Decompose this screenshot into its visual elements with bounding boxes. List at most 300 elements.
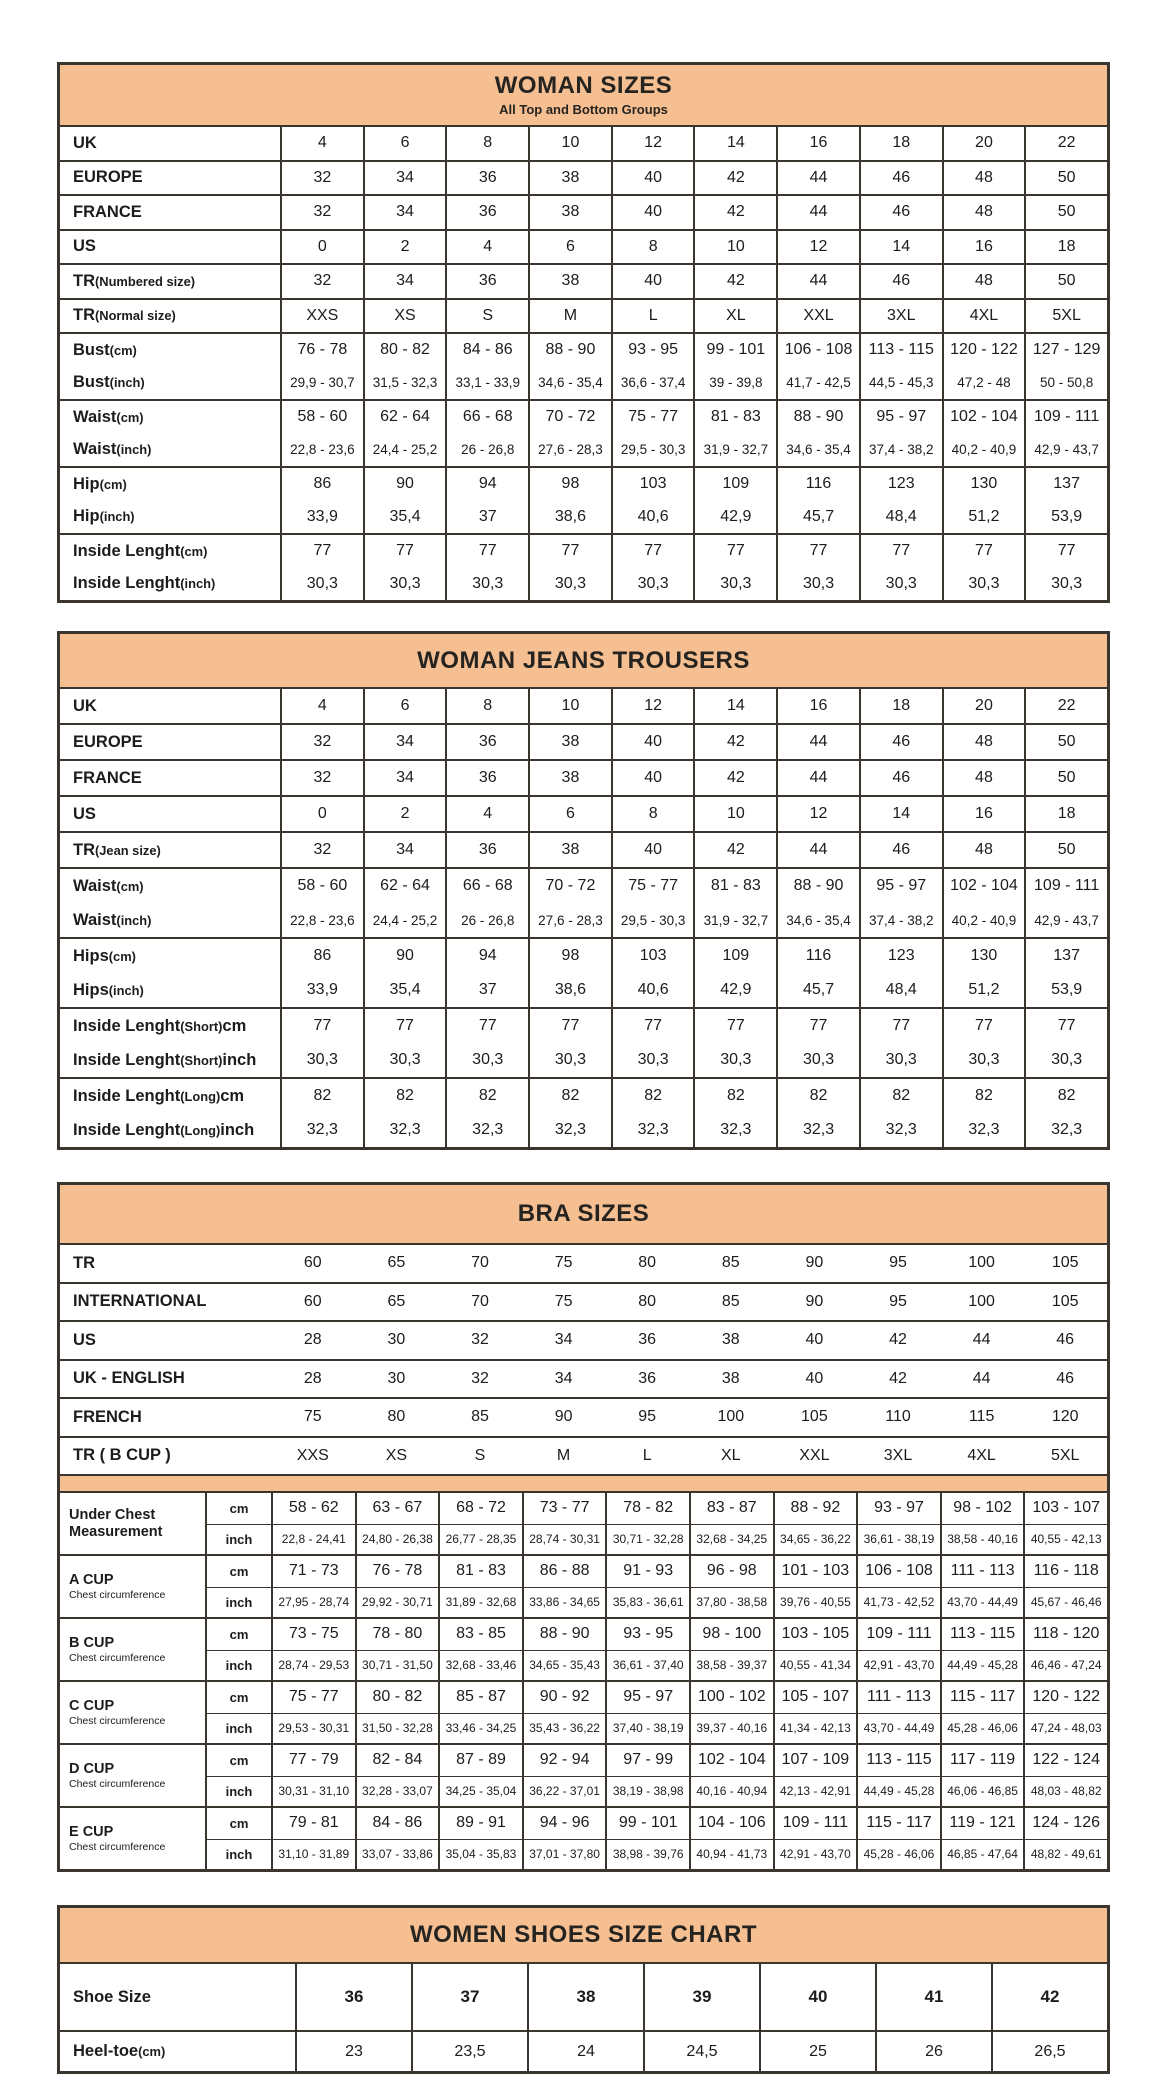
size-cell: 73 - 75 [271, 1619, 355, 1650]
size-cell: 40,2 - 40,9 [942, 434, 1025, 467]
size-cell: 98 [528, 939, 611, 973]
size-cell: 46 [859, 196, 942, 229]
row-label: FRENCH [73, 1407, 142, 1426]
row-group [60, 332, 1107, 399]
bra-sizes-table [57, 1182, 1110, 1872]
size-cell: 30,3 [942, 568, 1025, 601]
size-cell: 33,1 - 33,9 [445, 367, 528, 400]
size-cell: 39,76 - 40,55 [773, 1587, 857, 1618]
size-cell: 30,3 [776, 568, 859, 601]
size-cell: 105 [1051, 1254, 1079, 1272]
size-cell: 90 [363, 939, 446, 973]
table-row [60, 568, 1107, 601]
size-cell: 95 - 97 [605, 1682, 689, 1713]
size-cell: 34,65 - 35,43 [522, 1650, 606, 1681]
size-cell: 45,28 - 46,06 [856, 1839, 940, 1870]
size-cell: 24,5 [643, 2032, 759, 2071]
size-cell: 104 - 106 [689, 1808, 773, 1839]
size-cell: 10 [693, 797, 776, 831]
size-cell: 38,58 - 39,37 [689, 1650, 773, 1681]
size-cell: 77 [859, 535, 942, 568]
table-row [60, 2030, 1107, 2071]
size-cell: 41 [875, 1964, 991, 2030]
unit-label: cm [205, 1808, 271, 1839]
size-cell: 16 [942, 231, 1025, 264]
size-cell: 46 [1056, 1369, 1075, 1387]
row-label: Hip (inch) [73, 507, 135, 526]
size-cell: 77 [859, 1009, 942, 1043]
size-cell: 75 [554, 1292, 573, 1310]
size-cell: 32,3 [445, 1113, 528, 1147]
size-cell: 3XL [883, 1446, 913, 1464]
size-cell: 77 [942, 1009, 1025, 1043]
size-cell: 37 [445, 501, 528, 534]
size-cell: L [611, 300, 694, 333]
size-cell: 32,3 [280, 1113, 363, 1147]
size-cell: 38 [528, 265, 611, 298]
unit-label: inch [205, 1650, 271, 1681]
size-cell: 42,9 [693, 501, 776, 534]
table-row [60, 1282, 1107, 1321]
size-cell: 87 - 89 [438, 1745, 522, 1776]
cup-group [60, 1554, 1107, 1617]
table-row [60, 468, 1107, 501]
size-cell: 28,74 - 30,31 [522, 1524, 606, 1555]
size-cell: 40 [611, 196, 694, 229]
size-cell: 100 - 102 [689, 1682, 773, 1713]
size-cell: 14 [859, 797, 942, 831]
table-row [60, 535, 1107, 568]
size-cell: 44 [776, 833, 859, 867]
size-cell: 36 [445, 761, 528, 795]
size-cell: 8 [445, 127, 528, 160]
size-cell: 12 [776, 231, 859, 264]
bra-sizes-header [60, 1185, 1107, 1245]
table-row [60, 367, 1107, 400]
size-cell: 30,3 [363, 568, 446, 601]
size-cell: 26,77 - 28,35 [438, 1524, 522, 1555]
size-cell: M [556, 1446, 571, 1464]
size-cell: 48,03 - 48,82 [1023, 1776, 1107, 1807]
size-cell: 101 - 103 [773, 1556, 857, 1587]
size-cell: 6 [363, 689, 446, 723]
size-cell: 40 [611, 265, 694, 298]
size-cell: 30,3 [280, 568, 363, 601]
size-cell: 32,3 [611, 1113, 694, 1147]
size-cell: 95 [889, 1254, 907, 1272]
size-cell: 27,95 - 28,74 [271, 1587, 355, 1618]
size-cell: 18 [1024, 231, 1107, 264]
size-cell: 58 - 62 [271, 1493, 355, 1524]
size-cell: 22 [1024, 127, 1107, 160]
size-cell: 105 [1051, 1292, 1079, 1310]
size-cell: 35,04 - 35,83 [438, 1839, 522, 1870]
size-cell: 62 - 64 [363, 401, 446, 434]
row-label: Waist (inch) [73, 440, 152, 459]
size-cell: 22,8 - 23,6 [280, 903, 363, 937]
bra-cups-body [60, 1493, 1107, 1869]
size-cell: 41,34 - 42,13 [773, 1713, 857, 1744]
size-cell: 86 [280, 468, 363, 501]
size-cell: 39 - 39,8 [693, 367, 776, 400]
size-cell: 32 [471, 1369, 489, 1387]
row-group [60, 466, 1107, 533]
size-cell: 45,7 [776, 973, 859, 1007]
size-cell: 12 [611, 127, 694, 160]
bra-separator-band [60, 1474, 1107, 1493]
table-row [60, 196, 1107, 229]
row-label: Hips (inch) [73, 980, 144, 999]
size-cell: 32 [280, 162, 363, 195]
size-cell: 42,9 - 43,7 [1024, 903, 1107, 937]
row-label: Bust (inch) [73, 373, 145, 392]
size-cell: 36,61 - 38,19 [856, 1524, 940, 1555]
row-label: US [73, 1330, 96, 1349]
size-cell: 46 [859, 833, 942, 867]
size-cell: 4XL [967, 1446, 996, 1464]
size-cell: 85 - 87 [438, 1682, 522, 1713]
size-cell: 16 [942, 797, 1025, 831]
size-cell: 137 [1024, 939, 1107, 973]
size-cell: 45,7 [776, 501, 859, 534]
size-cell: 10 [528, 689, 611, 723]
cup-name: D CUP [69, 1760, 115, 1777]
size-cell: 80 [638, 1254, 657, 1272]
size-cell: 18 [1024, 797, 1107, 831]
size-cell: 116 [776, 939, 859, 973]
size-cell: 102 - 104 [942, 401, 1025, 434]
size-cell: 81 - 83 [693, 401, 776, 434]
size-cell: 95 [638, 1408, 657, 1426]
size-cell: 113 - 115 [940, 1619, 1024, 1650]
size-cell: 46 [859, 265, 942, 298]
size-cell: 43,70 - 44,49 [940, 1587, 1024, 1618]
row-group [60, 759, 1107, 795]
size-cell: 82 [859, 1079, 942, 1113]
size-cell: 103 - 107 [1023, 1493, 1107, 1524]
size-cell: XS [385, 1446, 408, 1464]
size-cell: 89 - 91 [438, 1808, 522, 1839]
size-cell: 34 [363, 265, 446, 298]
size-cell: 99 - 101 [605, 1808, 689, 1839]
size-cell: 37,4 - 38,2 [859, 434, 942, 467]
size-cell: 40 [611, 162, 694, 195]
row-group [60, 937, 1107, 1007]
size-cell: 111 - 113 [940, 1556, 1024, 1587]
size-cell: 68 - 72 [438, 1493, 522, 1524]
size-cell: 36 [445, 196, 528, 229]
size-cell: 32 [280, 265, 363, 298]
unit-label: cm [205, 1682, 271, 1713]
shoes-body [60, 1964, 1107, 2071]
size-cell: 75 - 77 [271, 1682, 355, 1713]
size-cell: 38,6 [528, 973, 611, 1007]
size-cell: 80 [638, 1292, 657, 1310]
size-cell: 32,3 [693, 1113, 776, 1147]
size-cell: 90 [805, 1292, 824, 1310]
size-cell: 3XL [859, 300, 942, 333]
row-group [60, 867, 1107, 937]
size-cell: 44 [776, 162, 859, 195]
table-row [60, 903, 1107, 937]
unit-label: inch [205, 1587, 271, 1618]
size-cell: M [528, 300, 611, 333]
size-cell: 48,4 [859, 973, 942, 1007]
size-cell: 29,92 - 30,71 [355, 1587, 439, 1618]
size-cell: 22 [1024, 689, 1107, 723]
size-cell: 32,68 - 34,25 [689, 1524, 773, 1555]
size-cell: 46,06 - 46,85 [940, 1776, 1024, 1807]
unit-label: cm [205, 1619, 271, 1650]
cup-subtitle: Chest circumference [69, 1652, 166, 1665]
size-cell: 109 [693, 939, 776, 973]
row-label: Inside Lenght (Long) cm [73, 1086, 245, 1105]
size-cell: XXS [280, 300, 363, 333]
size-cell: 40 [805, 1331, 824, 1349]
size-cell: 30,3 [859, 1043, 942, 1077]
size-cell: 53,9 [1024, 501, 1107, 534]
size-cell: 109 - 111 [773, 1808, 857, 1839]
row-group [60, 1007, 1107, 1077]
size-cell: 76 - 78 [280, 334, 363, 367]
size-cell: 12 [611, 689, 694, 723]
size-cell: 82 - 84 [355, 1745, 439, 1776]
size-cell: 32 [280, 725, 363, 759]
size-cell: 31,5 - 32,3 [363, 367, 446, 400]
size-cell: 30,3 [693, 568, 776, 601]
row-label: TR (Jean size) [73, 840, 161, 859]
size-cell: 123 [859, 939, 942, 973]
size-cell: 77 [363, 1009, 446, 1043]
size-cell: 42 [693, 162, 776, 195]
row-label: FRANCE [73, 202, 142, 221]
table-row [60, 761, 1107, 795]
size-cell: 86 - 88 [522, 1556, 606, 1587]
row-group [60, 399, 1107, 466]
size-cell: 44,49 - 45,28 [940, 1650, 1024, 1681]
size-cell: 38 [528, 196, 611, 229]
size-cell: 130 [942, 468, 1025, 501]
size-cell: 32,68 - 33,46 [438, 1650, 522, 1681]
bra-sizes-title: BRA SIZES [517, 1200, 650, 1228]
size-cell: 23 [295, 2032, 411, 2071]
size-cell: 109 - 111 [1024, 401, 1107, 434]
size-cell: 93 - 95 [611, 334, 694, 367]
shoes-title: WOMEN SHOES SIZE CHART [409, 1921, 757, 1949]
size-cell: 82 [611, 1079, 694, 1113]
woman-sizes-subtitle: All Top and Bottom Groups [499, 101, 668, 117]
size-cell: 115 - 117 [940, 1682, 1024, 1713]
size-cell: 90 [554, 1408, 573, 1426]
size-cell: 85 [721, 1254, 740, 1272]
size-cell: 83 - 85 [438, 1619, 522, 1650]
size-cell: 30,71 - 31,50 [355, 1650, 439, 1681]
size-cell: 47,24 - 48,03 [1023, 1713, 1107, 1744]
size-cell: 50 - 50,8 [1024, 367, 1107, 400]
size-cell: 35,4 [363, 973, 446, 1007]
row-group [60, 160, 1107, 195]
row-group [60, 127, 1107, 160]
size-cell: 50 [1024, 162, 1107, 195]
size-cell: 32,3 [528, 1113, 611, 1147]
size-cell: 23,5 [411, 2032, 527, 2071]
size-cell: 77 [611, 535, 694, 568]
size-cell: 16 [776, 689, 859, 723]
table-row [60, 1320, 1107, 1359]
row-label: Inside Lenght (Long) inch [73, 1120, 255, 1139]
size-cell: 36,22 - 37,01 [522, 1776, 606, 1807]
size-cell: 31,9 - 32,7 [693, 903, 776, 937]
row-label: Heel-toe (cm) [73, 2042, 166, 2060]
size-cell: 77 [942, 535, 1025, 568]
size-cell: 75 [303, 1408, 322, 1426]
size-cell: 5XL [1050, 1446, 1080, 1464]
size-cell: 95 [889, 1292, 907, 1310]
row-label: Waist (inch) [73, 910, 152, 929]
size-cell: 77 [528, 1009, 611, 1043]
cup-subtitle: Chest circumference [69, 1778, 166, 1791]
size-cell: 120 - 122 [942, 334, 1025, 367]
size-cell: 53,9 [1024, 973, 1107, 1007]
cup-name: E CUP [69, 1823, 114, 1840]
size-cell: 90 [363, 468, 446, 501]
size-cell: 48 [942, 761, 1025, 795]
size-cell: 38,19 - 38,98 [605, 1776, 689, 1807]
size-cell: 30,3 [1024, 1043, 1107, 1077]
size-cell: 2 [363, 231, 446, 264]
size-cell: 40,55 - 42,13 [1023, 1524, 1107, 1555]
size-cell: 33,07 - 33,86 [355, 1839, 439, 1870]
size-cell: 37 [445, 973, 528, 1007]
size-cell: 48,82 - 49,61 [1023, 1839, 1107, 1870]
size-cell: 94 [445, 939, 528, 973]
size-cell: 41,73 - 42,52 [856, 1587, 940, 1618]
size-cell: 26 - 26,8 [445, 434, 528, 467]
size-cell: 124 - 126 [1023, 1808, 1107, 1839]
size-cell: 30,31 - 31,10 [271, 1776, 355, 1807]
size-cell: 29,53 - 30,31 [271, 1713, 355, 1744]
size-cell: 102 - 104 [689, 1745, 773, 1776]
size-cell: 26,5 [991, 2032, 1107, 2071]
size-cell: 36 [445, 265, 528, 298]
size-cell: 48 [942, 725, 1025, 759]
size-cell: 37 [411, 1964, 527, 2030]
size-cell: 42,9 - 43,7 [1024, 434, 1107, 467]
size-cell: 40,55 - 41,34 [773, 1650, 857, 1681]
size-cell: 100 [968, 1292, 995, 1310]
size-cell: L [642, 1446, 652, 1464]
size-cell: 110 [885, 1408, 911, 1426]
size-cell: 34 [363, 725, 446, 759]
size-cell: 34,25 - 35,04 [438, 1776, 522, 1807]
size-cell: 78 - 82 [605, 1493, 689, 1524]
size-cell: 22,8 - 23,6 [280, 434, 363, 467]
size-cell: 48 [942, 162, 1025, 195]
size-cell: 34,65 - 36,22 [773, 1524, 857, 1555]
table-row [60, 1113, 1107, 1147]
size-cell: 45,67 - 46,46 [1023, 1587, 1107, 1618]
size-cell: 106 - 108 [856, 1556, 940, 1587]
size-cell: 120 - 122 [1023, 1682, 1107, 1713]
size-cell: 42 [889, 1369, 907, 1387]
size-cell: 5XL [1024, 300, 1107, 333]
size-cell: 28 [303, 1369, 322, 1387]
size-cell: 42 [889, 1331, 907, 1349]
size-cell: 31,10 - 31,89 [271, 1839, 355, 1870]
size-cell: 46 [859, 725, 942, 759]
size-cell: 32 [280, 761, 363, 795]
size-cell: 113 - 115 [856, 1745, 940, 1776]
cup-name: B CUP [69, 1634, 115, 1651]
size-cell: 40,6 [611, 501, 694, 534]
size-cell: 29,5 - 30,3 [611, 434, 694, 467]
unit-label: inch [205, 1524, 271, 1555]
size-cell: 48 [942, 196, 1025, 229]
woman-sizes-title: WOMAN SIZES [494, 72, 673, 100]
unit-label: inch [205, 1776, 271, 1807]
woman-jeans-body [60, 689, 1107, 1147]
size-cell: 42 [693, 833, 776, 867]
size-cell: 34 [554, 1369, 573, 1387]
size-cell: 26 [875, 2032, 991, 2071]
row-group [60, 194, 1107, 229]
size-cell: 109 [693, 468, 776, 501]
size-cell: 18 [859, 127, 942, 160]
size-cell: 40 [611, 761, 694, 795]
size-cell: 70 - 72 [528, 869, 611, 903]
size-cell: 119 - 121 [940, 1808, 1024, 1839]
size-cell: 32,28 - 33,07 [355, 1776, 439, 1807]
size-cell: 82 [942, 1079, 1025, 1113]
size-cell: 77 [1024, 535, 1107, 568]
size-cell: 24 [527, 2032, 643, 2071]
size-cell: 32,3 [859, 1113, 942, 1147]
row-group [60, 1077, 1107, 1147]
row-label: INTERNATIONAL [73, 1292, 207, 1311]
size-cell: 102 - 104 [942, 869, 1025, 903]
size-cell: XL [721, 1446, 741, 1464]
size-cell: 30,3 [942, 1043, 1025, 1077]
size-cell: 26 - 26,8 [445, 903, 528, 937]
size-cell: 95 - 97 [859, 869, 942, 903]
size-cell: 47,2 - 48 [942, 367, 1025, 400]
size-cell: 40 [611, 833, 694, 867]
size-cell: 32 [280, 833, 363, 867]
table-row [60, 162, 1107, 195]
row-label: Inside Lenght (inch) [73, 574, 216, 593]
table-row [60, 1009, 1107, 1043]
size-cell: 46 [859, 162, 942, 195]
size-cell: 38 [721, 1331, 740, 1349]
size-cell: 8 [445, 689, 528, 723]
size-cell: 30 [387, 1369, 406, 1387]
size-cell: 80 - 82 [363, 334, 446, 367]
size-cell: 70 [471, 1292, 489, 1310]
row-label: Bust (cm) [73, 340, 137, 359]
size-cell: 83 - 87 [689, 1493, 773, 1524]
size-cell: 24,80 - 26,38 [355, 1524, 439, 1555]
size-cell: 16 [776, 127, 859, 160]
size-cell: 30,3 [859, 568, 942, 601]
size-cell: 40 [805, 1369, 824, 1387]
size-cell: 34,6 - 35,4 [528, 367, 611, 400]
size-cell: 81 - 83 [438, 1556, 522, 1587]
cup-subtitle: Chest circumference [69, 1589, 166, 1602]
cup-group [60, 1680, 1107, 1743]
size-cell: 77 [445, 1009, 528, 1043]
table-row [60, 300, 1107, 333]
cup-group [60, 1806, 1107, 1869]
